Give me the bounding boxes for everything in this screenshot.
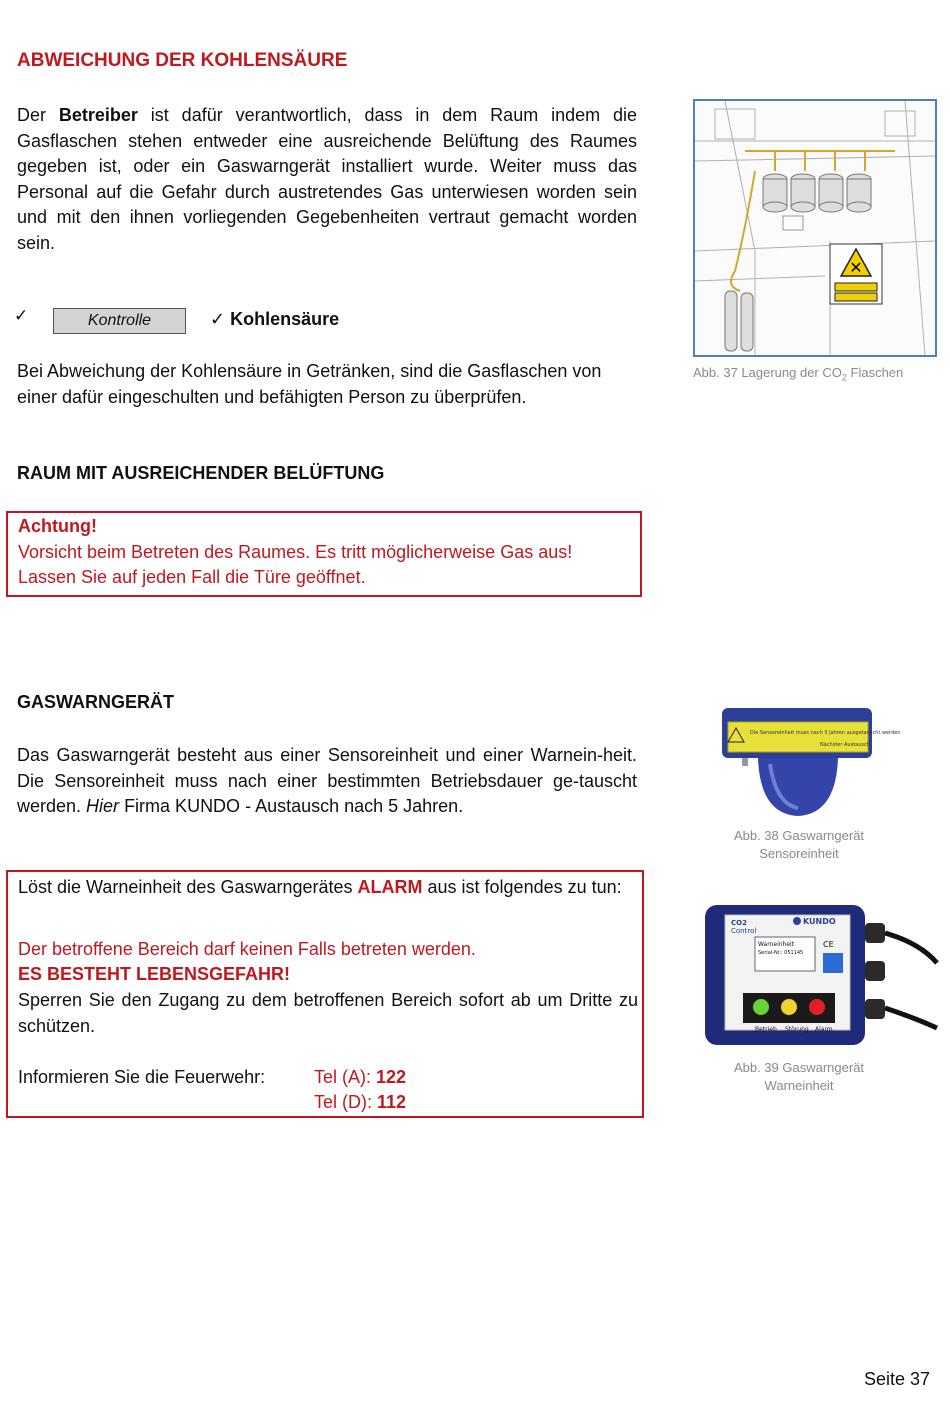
figure-37-caption: Abb. 37 Lagerung der $CO_2$ Flaschen — [693, 365, 904, 383]
fire-department-label: Informieren Sie die Feuerwehr: — [18, 1067, 266, 1087]
phone-germany: Tel (D): 112 — [314, 1092, 407, 1112]
phone-austria: Tel (A): 122 — [314, 1067, 407, 1087]
figure-38-caption: Abb. 38 Gaswarngerät Sensoreinheit — [733, 828, 865, 861]
alarm-intro: Löst die Warneinheit des Gaswarngerätes ALARM aus ist folgendes zu tun: — [18, 877, 622, 897]
co2-storage-illustration — [695, 101, 935, 355]
warning-unit-figure — [705, 903, 937, 1048]
svg-text:Die Sensoreinheit muss nach 5: Die Sensoreinheit muss nach 5 Jahren ausgetauscht werden — [750, 730, 901, 736]
gas-detector-paragraph: Das Gaswarngerät besteht aus einer Sensoreinheit und einer Warnein-heit. Die Sensoreinheit muss nach einer bestimmten Betriebsdauer ge-tauscht werden. Hier Firma KUNDO - Austausch nach 5 Jahren. — [17, 745, 637, 816]
section-title-gaswarngeraet: GASWARNGERÄT — [17, 692, 174, 712]
alarm-instructions-box — [6, 870, 644, 1118]
deviation-paragraph: Bei Abweichung der Kohlensäure in Getränken, sind die Gasflaschen von einer dafür eingeschulten und befähigten Person zu überprüfen. — [17, 361, 602, 407]
operator-paragraph: Der Betreiber ist dafür verantwortlich, dass in dem Raum indem die Gasflaschen stehen entweder eine ausreichende Belüftung des Raumes gegeben ist, oder ein Gaswarngerät installiert wurde. Weiter muss das Personal auf die Gefahr durch austretendes Gas unterwiesen worden sein und mit den ihnen vorliegenden Gegebenheiten vertraut gemacht worden sein. — [17, 105, 637, 253]
co2-storage-figure — [693, 99, 937, 357]
svg-text:Alarm: Alarm — [815, 1026, 833, 1033]
check-item-kohlensaeure: ✓ Kohlensäure — [210, 309, 340, 329]
svg-text:Betrieb: Betrieb — [755, 1026, 777, 1033]
svg-text:Nächster Austausch: Nächster Austausch — [820, 742, 870, 748]
section-title-kohlensaeure: ABWEICHUNG DER KOHLENSÄURE — [17, 50, 348, 71]
svg-text:Serial-Nr.: 051145: Serial-Nr.: 051145 — [758, 950, 804, 956]
danger-line: ES BESTEHT LEBENSGEFAHR! — [18, 964, 291, 984]
page-number: Seite 37 — [864, 1369, 931, 1389]
svg-text:Control: Control — [731, 927, 757, 935]
sensor-unit-illustration — [720, 704, 901, 819]
ventilation-warning-text: Achtung! Vorsicht beim Betreten des Raumes. Es tritt möglicherweise Gas aus! Lassen Sie auf jeden Fall die Türe geöffnet. — [18, 516, 573, 587]
svg-text:✕: ✕ — [849, 258, 863, 277]
section-title-belueftung: RAUM MIT AUSREICHENDER BELÜFTUNG — [17, 463, 385, 483]
check-mark-icon: ✓ — [14, 306, 29, 325]
svg-text:CO2: CO2 — [731, 919, 747, 927]
control-label-box: Kontrolle — [53, 308, 186, 334]
sensor-unit-figure — [720, 704, 901, 819]
svg-text:Störung: Störung — [785, 1026, 809, 1033]
no-entry-line: Der betroffene Bereich darf keinen Falls betreten werden. — [18, 939, 476, 959]
block-access-line: Sperren Sie den Zugang zu dem betroffenen Bereich sofort ab um Dritte zu schützen. — [18, 990, 638, 1036]
svg-text:CE: CE — [823, 940, 834, 949]
svg-text:KUNDO: KUNDO — [803, 917, 836, 926]
warning-title: Achtung! — [18, 516, 97, 536]
svg-text:Warneinheit: Warneinheit — [758, 941, 795, 948]
figure-39-caption: Abb. 39 Gaswarngerät Warneinheit — [733, 1060, 865, 1093]
check-mark-icon: ✓ — [210, 309, 226, 329]
warning-unit-illustration — [705, 903, 937, 1048]
ventilation-warning-box — [6, 511, 642, 597]
